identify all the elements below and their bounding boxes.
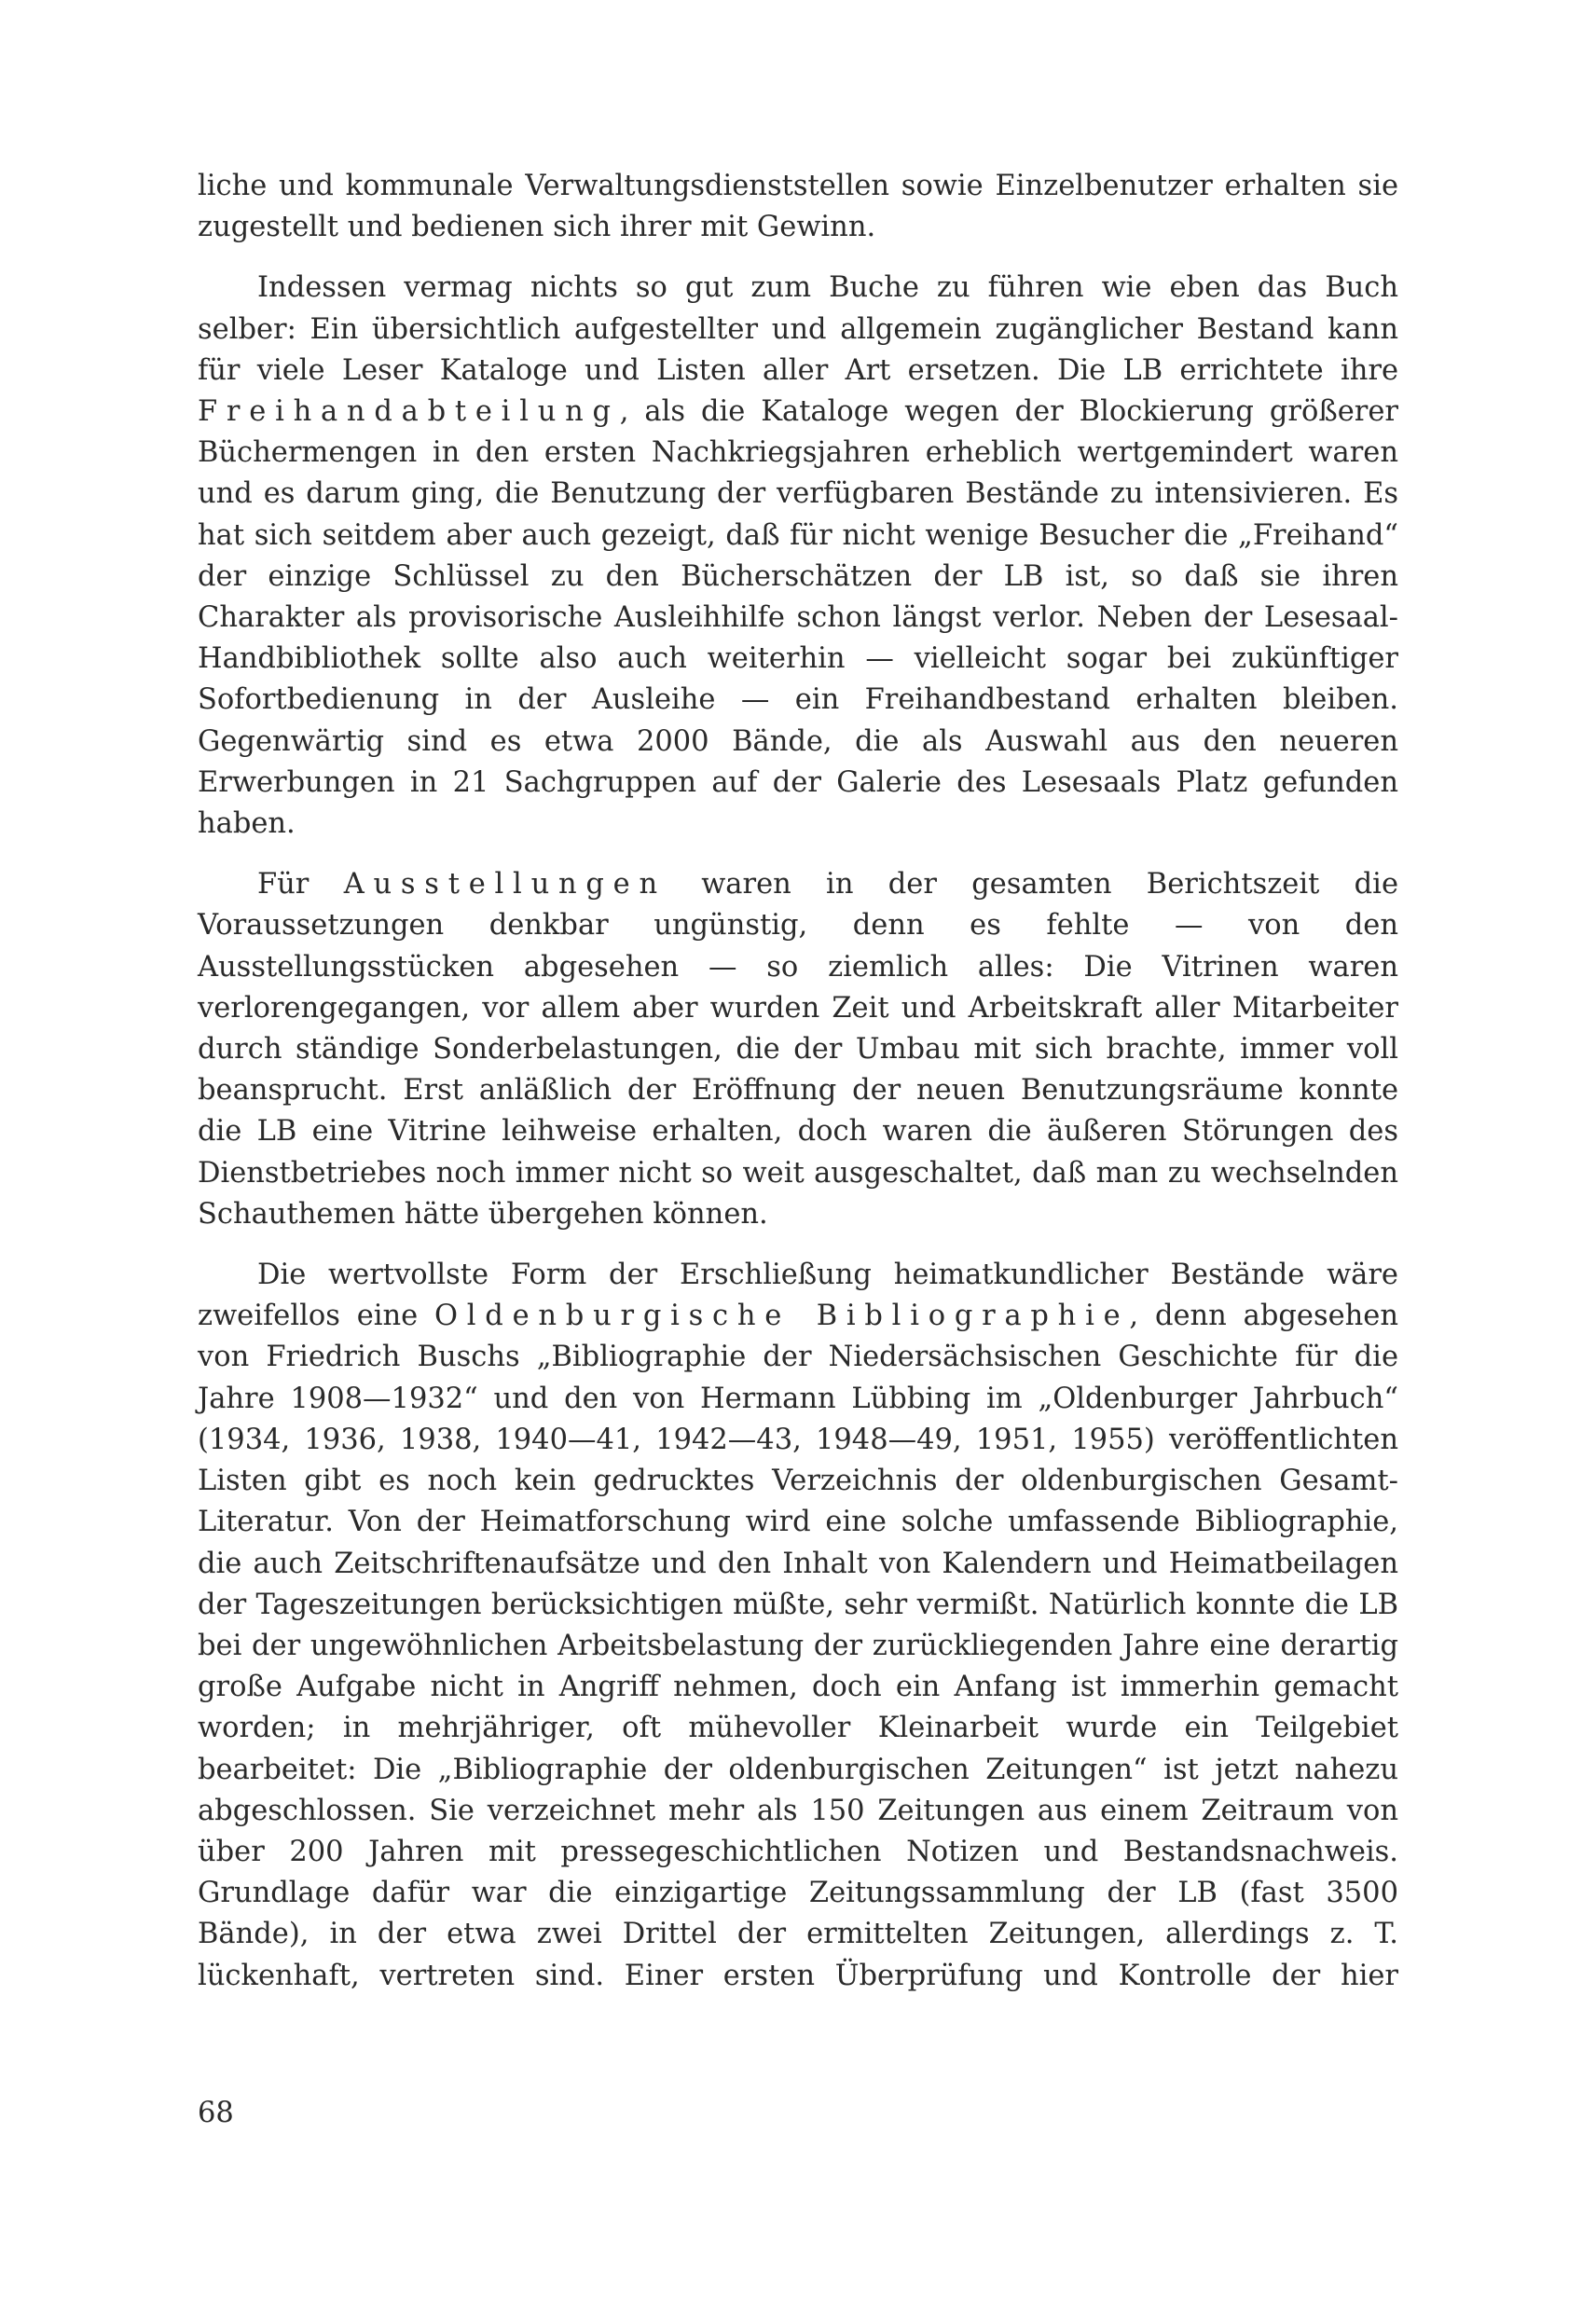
- spaced-term-oldenburgische-bibliographie: Oldenburgische Bibliographie: [434, 1300, 1130, 1333]
- paragraph-2: [198, 268, 1398, 845]
- spaced-term-freihandabteilung: Freihandabteilung: [198, 395, 620, 429]
- paragraph-gap: [198, 1235, 1398, 1255]
- paragraph-1-text: liche und kommunale Verwaltungsdienststellen sowie Einzelbenutzer erhalten sie zugestellt und bedienen sich ihrer mit Gewinn.: [198, 170, 1398, 244]
- paragraph-4-text-b: , denn abgesehen von Friedrich Buschs „Bibliographie der Niedersächsischen Geschichte für die Jahre 1908—1932“ und den von Hermann Lübbing im „Oldenburger Jahrbuch“ (1934, 1936, 1938, 1940—41, 1942—43, 1948—49, 1951, 1955) veröffentlichten Listen gibt es noch kein gedrucktes Verzeichnis der oldenburgischen Gesamt-Literatur. Von der Heimatforschung wird eine solche umfassende Bibliographie, die auch Zeitschriftenaufsätze und den Inhalt von Kalendern und Heimatbeilagen der Tageszeitungen berücksichtigen müßte, sehr vermißt. Natürlich konnte die LB bei der ungewöhnlichen Arbeitsbelastung der zurückliegenden Jahre eine derartig große Aufgabe nicht in Angriff nehmen, doch ein Anfang ist immerhin gemacht worden; in mehrjähriger, oft mühevoller Kleinarbeit wurde ein Teilgebiet bearbeitet: Die „Bibliographie der oldenburgischen Zeitungen“ ist jetzt nahezu abgeschlossen. Sie verzeichnet mehr als 150 Zeitungen aus einem Zeitraum von über 200 Jahren mit pressegeschichtlichen Notizen und Bestandsnachweis. Grundlage dafür war die einzigartige Zeitungssammlung der LB (fast 3500 Bände), in der etwa zwei Drittel der ermittelten Zeitungen, allerdings z. T. lückenhaft, vertreten sind. Einer ersten Überprüfung und Kontrolle der hier: [198, 1300, 1398, 1992]
- spaced-term-ausstellungen: Ausstellungen: [343, 868, 667, 901]
- paragraph-1: [198, 166, 1398, 248]
- page-number: 68: [198, 2097, 234, 2129]
- paragraph-3: [198, 864, 1398, 1235]
- paragraph-gap: [198, 248, 1398, 268]
- paragraph-2-text-b: , als die Kataloge wegen der Blockierung größerer Büchermengen in den ersten Nachkriegsjahren erheblich wertgemindert waren und es darum ging, die Benutzung der verfügbaren Bestände zu intensivieren. Es hat sich seitdem aber auch gezeigt, daß für nicht wenige Besucher die „Freihand“ der einzige Schlüssel zu den Bücherschätzen der LB ist, so daß sie ihren Charakter als provisorische Ausleihhilfe schon längst verlor. Neben der Lesesaal-Handbibliothek sollte also auch weiterhin — vielleicht sogar bei zukünftiger Sofortbedienung in der Ausleihe — ein Freihandbestand erhalten bleiben. Gegenwärtig sind es etwa 2000 Bände, die als Auswahl aus den neueren Erwerbungen in 21 Sachgruppen auf der Galerie des Lesesaals Platz gefunden haben.: [198, 395, 1398, 841]
- paragraph-4: [198, 1255, 1398, 1997]
- body-text: [198, 166, 1398, 1997]
- paragraph-3-text-b: waren in der gesamten Berichtszeit die Voraussetzungen denkbar ungünstig, denn es fehlte — von den Ausstellungsstücken abgesehen — so ziemlich alles: Die Vitrinen waren verlorengegangen, vor allem aber wurden Zeit und Arbeitskraft aller Mitarbeiter durch ständige Sonderbelastungen, die der Umbau mit sich brachte, immer voll beansprucht. Erst anläßlich der Eröffnung der neuen Benutzungsräume konnte die LB eine Vitrine leihweise erhalten, doch waren die äußeren Störungen des Dienstbetriebes noch immer nicht so weit ausgeschaltet, daß man zu wechselnden Schauthemen hätte übergehen können.: [198, 868, 1398, 1231]
- paragraph-3-text-a: Für: [257, 868, 344, 901]
- paragraph-2-text-a: Indessen vermag nichts so gut zum Buche zu führen wie eben das Buch selber: Ein übersichtlich aufgestellter und allgemein zugänglicher Bestand kann für viele Leser Kataloge und Listen aller Art ersetzen. Die LB errichtete ihre: [198, 271, 1398, 387]
- paragraph-gap: [198, 845, 1398, 864]
- paragraph-4-text-a: Die wertvollste Form der Erschließung heimatkundlicher Bestände wäre zweifellos eine: [198, 1259, 1398, 1333]
